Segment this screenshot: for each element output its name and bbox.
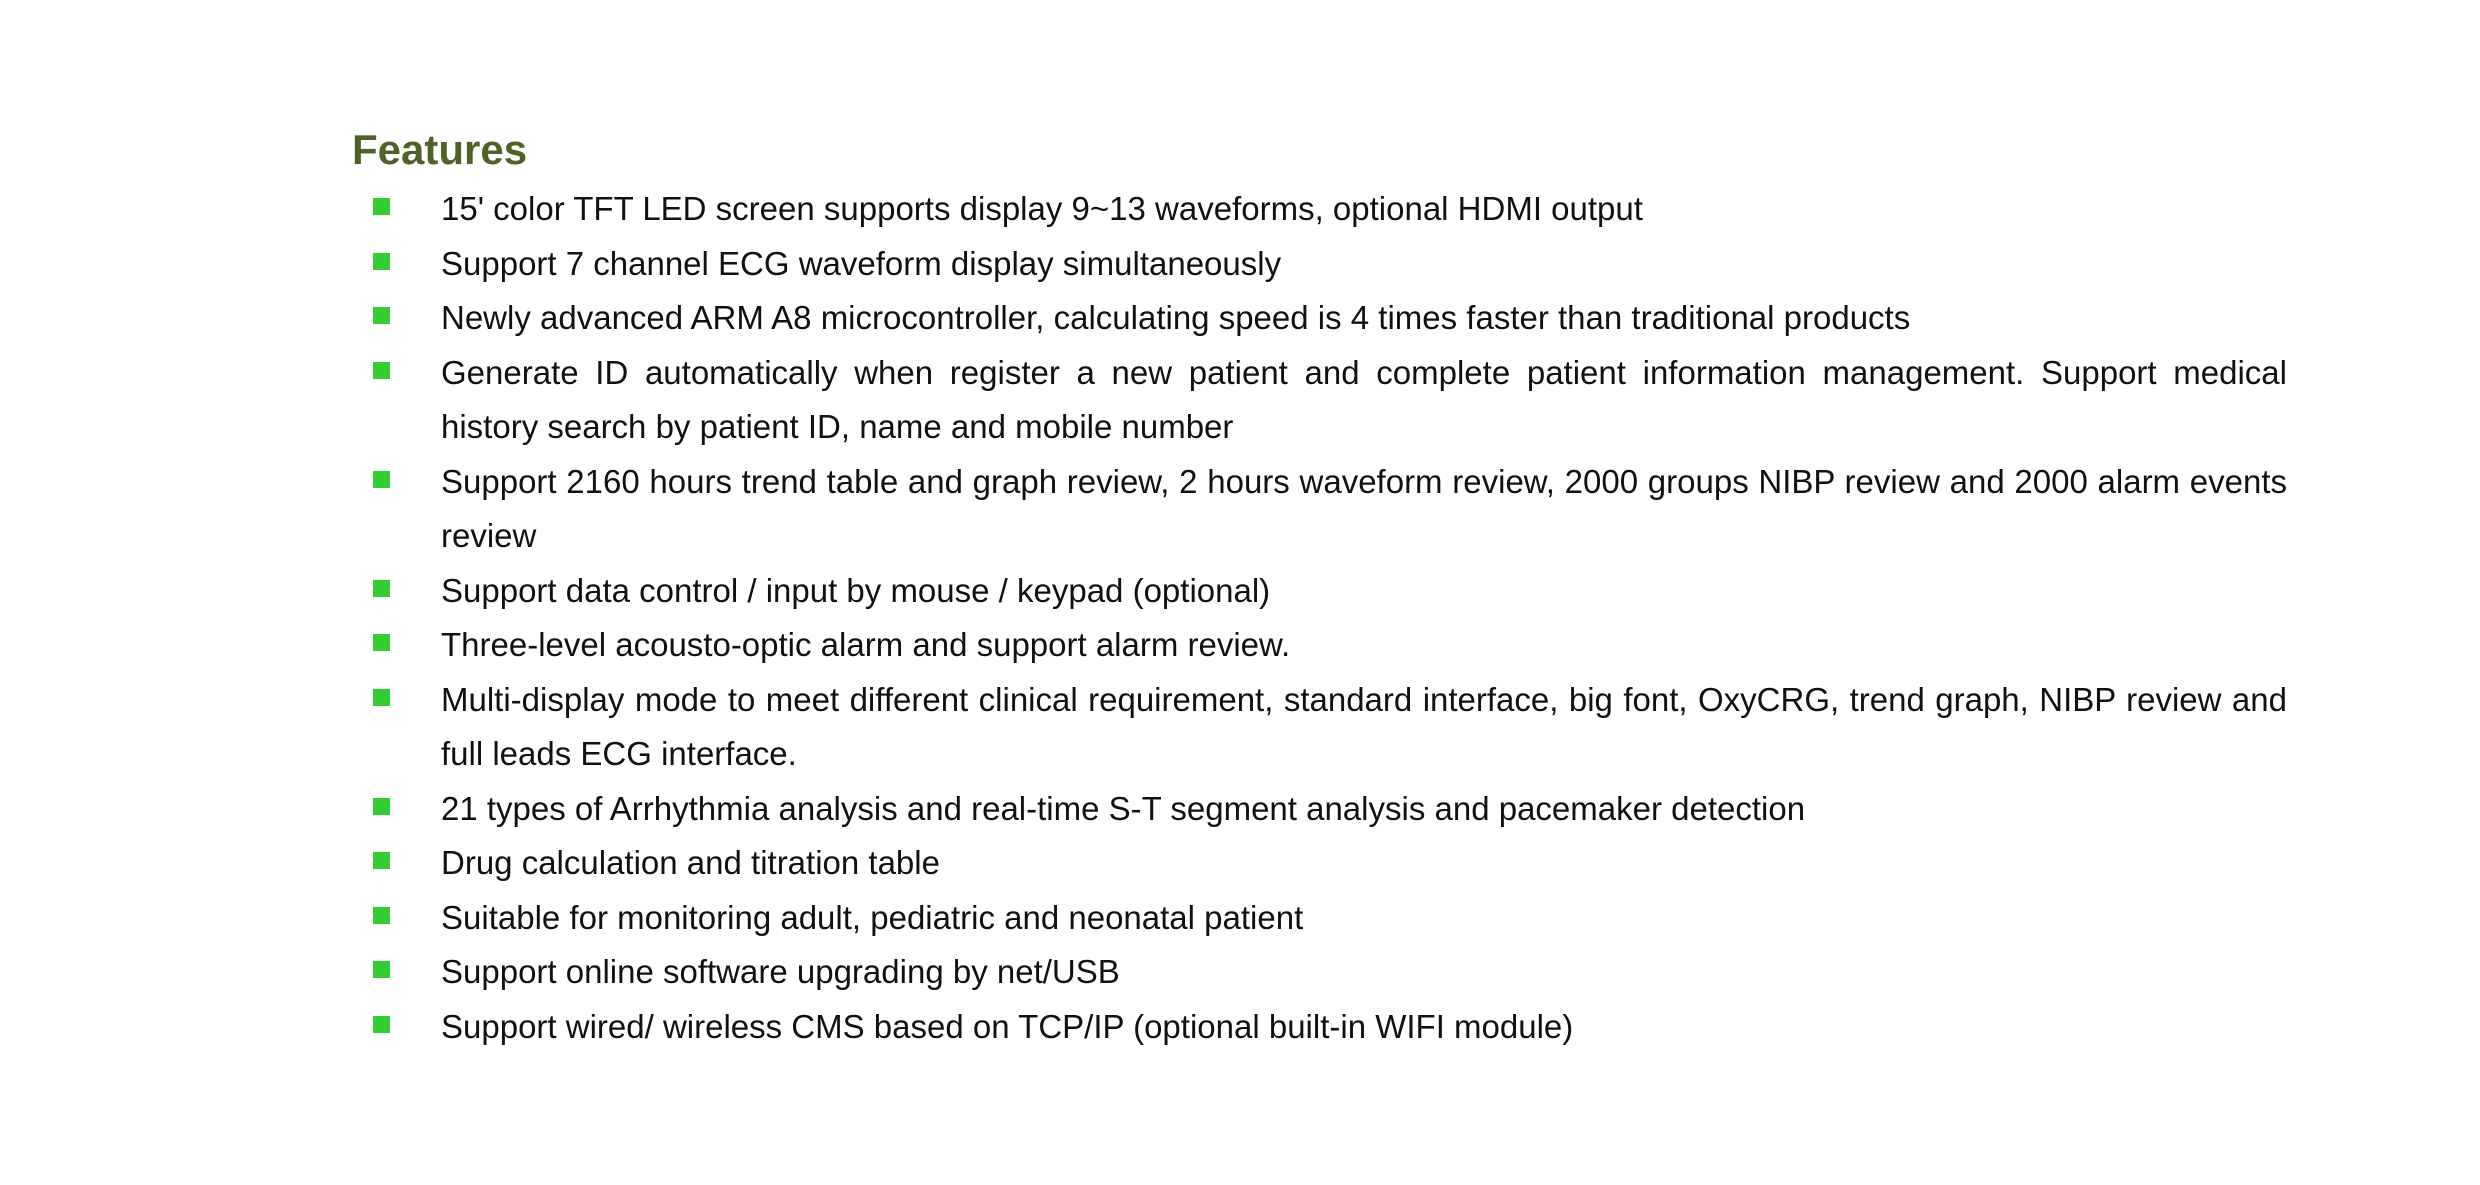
feature-item <box>352 291 2287 346</box>
feature-item <box>352 182 2287 237</box>
feature-text: 21 types of Arrhythmia analysis and real-time S-T segment analysis and pacemaker detection <box>441 789 1806 827</box>
feature-item <box>352 564 2287 619</box>
feature-text: Support 7 channel ECG waveform display simultaneously <box>441 244 1282 282</box>
square-bullet-icon <box>373 1016 390 1033</box>
feature-text: Three-level acousto-optic alarm and support alarm review. <box>441 626 1291 663</box>
square-bullet-icon <box>373 362 390 379</box>
feature-text: Support wired/ wireless CMS based on TCP/IP (optional built-in WIFI module) <box>441 1007 1574 1045</box>
square-bullet-icon <box>373 634 390 651</box>
square-bullet-icon <box>373 307 390 324</box>
feature-item <box>352 618 2287 673</box>
feature-item <box>352 891 2287 946</box>
square-bullet-icon <box>373 798 390 815</box>
feature-item <box>352 346 2287 455</box>
square-bullet-icon <box>373 907 390 924</box>
feature-text: Support data control / input by mouse / keypad (optional) <box>441 571 1271 609</box>
feature-text: Support 2160 hours trend table and graph review, 2 hours waveform review, 2000 groups NIBP review and 2000 alarm events review <box>441 462 2287 554</box>
square-bullet-icon <box>373 253 390 270</box>
square-bullet-icon <box>373 852 390 869</box>
feature-text: Drug calculation and titration table <box>441 844 940 881</box>
feature-list <box>352 182 2287 1054</box>
feature-item <box>352 237 2287 292</box>
feature-item <box>352 836 2287 891</box>
feature-text: 15' color TFT LED screen supports display 9~13 waveforms, optional HDMI output <box>441 190 1643 227</box>
feature-item <box>352 455 2287 564</box>
square-bullet-icon <box>373 198 390 215</box>
feature-text: Suitable for monitoring adult, pediatric and neonatal patient <box>441 898 1304 936</box>
feature-item <box>352 1000 2287 1055</box>
feature-text: Support online software upgrading by net/USB <box>441 953 1120 990</box>
feature-text: Generate ID automatically when register a new patient and complete patient information management. Support medical history search by patient ID, name and mobile number <box>441 353 2287 445</box>
feature-item <box>352 782 2287 837</box>
square-bullet-icon <box>373 961 390 978</box>
feature-text: Multi-display mode to meet different clinical requirement, standard interface, big font, OxyCRG, trend graph, NIBP review and full leads ECG interface. <box>441 680 2287 772</box>
section-heading: Features <box>352 126 528 173</box>
features-section <box>352 122 2287 1054</box>
square-bullet-icon <box>373 689 390 706</box>
square-bullet-icon <box>373 580 390 597</box>
feature-item <box>352 673 2287 782</box>
square-bullet-icon <box>373 471 390 488</box>
feature-item <box>352 945 2287 1000</box>
feature-text: Newly advanced ARM A8 microcontroller, calculating speed is 4 times faster than traditional products <box>441 299 1911 336</box>
